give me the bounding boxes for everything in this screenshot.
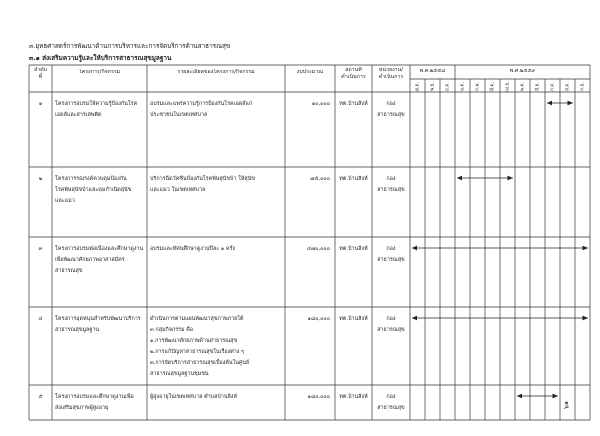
place-value: ทต.บ้านสิงห์ — [339, 176, 368, 182]
header-agency: หน่วยงาน/ ดำเนินการ — [378, 67, 404, 80]
budget-value: ๑๐,๐๐๐ — [311, 101, 330, 107]
project-name-line: ส่งเสริมสุขภาพผู้สูงอายุ — [55, 405, 109, 411]
row-number: ๒ — [38, 176, 43, 182]
place-value: ทต.บ้านสิงห์ — [339, 246, 368, 252]
project-name-line: และแมว — [55, 198, 75, 204]
agency-line: กอง — [386, 176, 396, 182]
project-name-line: โครงการอบรมและศึกษาดูงานเพื่อ — [55, 394, 134, 400]
agency-line: สาธารณสุข — [377, 405, 405, 411]
project-detail-line: บริการฉีดวัคซีนป้องกันโรคพิษสุนัขบ้า ให้สุนัข — [150, 176, 256, 182]
project-name-line: เอดส์และสารเสพติด — [55, 112, 102, 118]
project-name-line: สาธารณสุข — [55, 268, 83, 274]
header-month: พ.ย. — [430, 82, 435, 91]
header-month: มี.ค. — [490, 81, 495, 92]
place-value: ทต.บ้านสิงห์ — [339, 101, 368, 107]
project-name-line: สาธารณสุขมูลฐาน — [55, 327, 100, 333]
agency-line: กอง — [386, 316, 396, 322]
project-detail-line: ประชาชนในเขตเทศบาล — [150, 112, 208, 118]
header-month: ธ.ค. — [445, 82, 450, 91]
header-month: ก.ย. — [580, 82, 585, 91]
agency-line: กอง — [386, 246, 396, 252]
project-detail-line: ๑.การพัฒนาศักยภาพด้านสาธารณสุข — [150, 338, 238, 344]
project-detail-line: ๓.การจัดบริการสาธารณสุขเบื้องต้นในศูนย์ — [150, 360, 250, 366]
place-value: ทต.บ้านสิงห์ — [339, 316, 368, 322]
project-detail-line: และแมว ในเขตเทศบาล — [150, 187, 206, 193]
agency-line: กอง — [386, 394, 396, 400]
page-number: ๖๑ — [562, 400, 571, 410]
project-detail-line: สาธารณสุขมูลฐานชุมชน — [150, 371, 209, 377]
header-month: มิ.ย. — [535, 82, 540, 91]
header-month: ก.พ. — [475, 82, 480, 91]
project-name-line: โครงการอบรมต่อเนื่องและศึกษาดูงาน — [55, 246, 144, 252]
header-project: โครงการ/กิจกรรม — [78, 69, 121, 75]
project-detail-line: อบรมและทัศนศึกษาดูงานปีละ ๑ ครั้ง — [150, 246, 236, 252]
plan-heading: ๓.๑ ส่งเสริมความรู้และให้บริการสาธารณสุขมูลฐาน — [29, 54, 172, 62]
budget-value: ๑๘๐,๐๐๐ — [307, 316, 330, 322]
header-year-2559: พ.ศ.๒๕๕๙ — [509, 68, 536, 74]
header-month: ก.ค. — [550, 82, 555, 91]
header-month: ส.ค. — [565, 82, 570, 91]
project-detail-line: ๓ กลุ่มกิจกรรม คือ — [150, 327, 194, 333]
agency-line: กอง — [386, 101, 396, 107]
project-detail-line: ๒.การแก้ปัญหาสาธารณสุขในเรื่องต่าง ๆ — [150, 349, 244, 355]
project-detail-line: ผู้สูงอายุในเขตเทศบาล ตำบลบ้านสิงห์ — [150, 394, 237, 400]
project-name-line: โครงการอุดหนุนสำหรับพัฒนาบริการ — [55, 316, 141, 322]
project-name-line: โครงการอบรมให้ความรู้ป้องกันโรค — [55, 101, 138, 107]
agency-line: สาธารณสุข — [377, 257, 405, 263]
header-month: เม.ย. — [505, 81, 510, 92]
budget-value: ๔๗๐,๐๐๐ — [306, 246, 330, 252]
row-number: ๔ — [38, 316, 43, 322]
project-name-line: โรคพิษสุนัขบ้าและคุมกำเนิดสุนัข — [55, 187, 132, 193]
row-number: ๓ — [38, 246, 43, 252]
strategy-heading: ๓.ยุทธศาสตร์การพัฒนาด้านการบริหารและการจัดบริการด้านสาธารณสุข — [29, 42, 231, 50]
row-number: ๕ — [38, 394, 43, 400]
place-value: ทต.บ้านสิงห์ — [339, 394, 368, 400]
project-name-line: โครงการรณรงค์ควบคุมป้องกัน — [55, 176, 127, 182]
agency-line: สาธารณสุข — [377, 112, 405, 118]
budget-value: ๑๘๐,๐๐๐ — [307, 394, 330, 400]
project-name-line: เพื่อพัฒนาศักยภาพอาสาสมัคร — [55, 257, 125, 263]
header-year-2558: พ.ศ.๒๕๕๘ — [419, 68, 446, 74]
row-number: ๑ — [38, 101, 43, 107]
header-month: ม.ค. — [460, 81, 465, 92]
project-detail-line: อบรมและแพร่ความรู้การป้องกันโรคเอดส์แก่ — [150, 101, 253, 107]
header-place: สถานที่ ดำเนินการ — [341, 67, 366, 80]
header-details: รายละเอียดของโครงการ/กิจกรรม — [177, 69, 255, 75]
budget-value: ๗๕,๐๐๐ — [310, 176, 330, 182]
header-month: ต.ค. — [415, 82, 420, 91]
header-budget: งบประมาณ — [296, 69, 324, 75]
project-detail-line: ดำเนินการตามแผนพัฒนาสุขภาพภายใต้ — [150, 316, 244, 322]
agency-line: สาธารณสุข — [377, 187, 405, 193]
agency-line: สาธารณสุข — [377, 327, 405, 333]
header-month: พ.ค. — [520, 81, 525, 92]
header-no: ลำดับ ที่ — [33, 67, 48, 80]
